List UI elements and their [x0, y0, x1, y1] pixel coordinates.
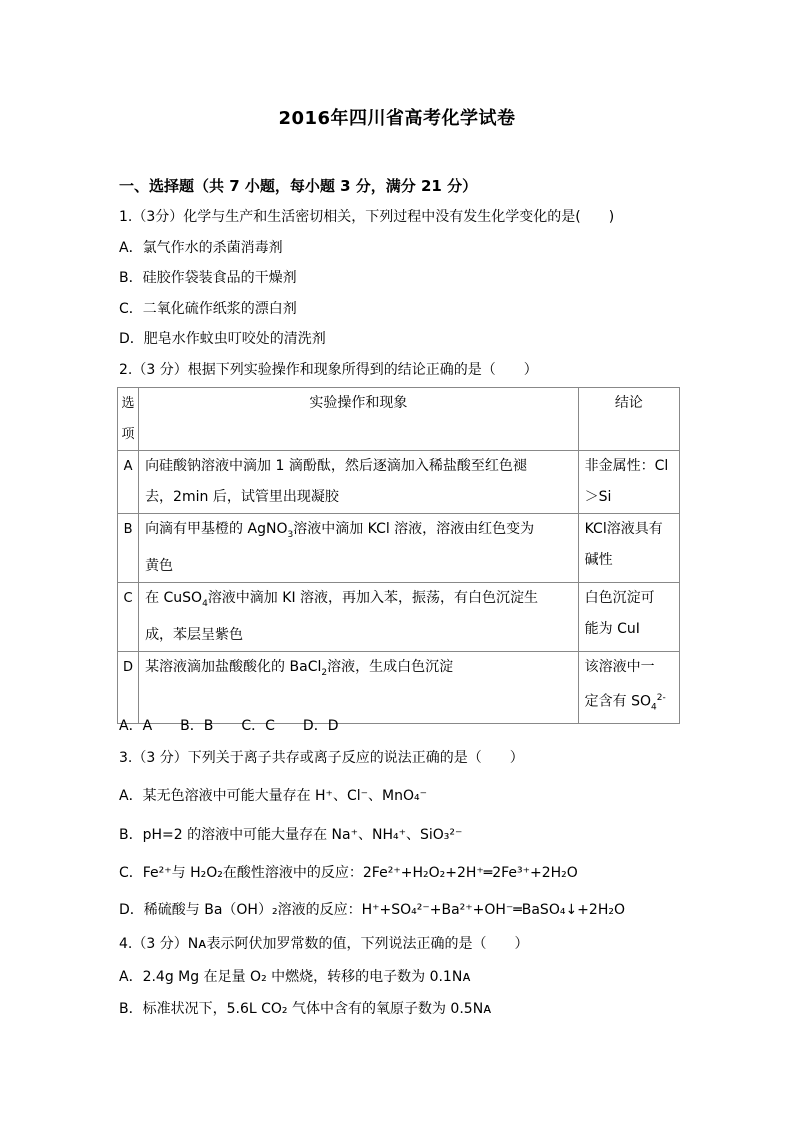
row-conclusion: 非金属性：Cl ＞Si — [578, 451, 679, 514]
row-operation: 向硅酸钠溶液中滴加 1 滴酚酞，然后逐滴加入稀盐酸至红色褪 去，2min 后，试管里出现凝胶 — [139, 451, 579, 514]
q3-option-a: A．某无色溶液中可能大量存在 H⁺、Cl⁻、MnO₄⁻ — [119, 788, 427, 804]
q2-stem: 2.（3 分）根据下列实验操作和现象所得到的结论正确的是（ ） — [119, 362, 538, 378]
page-title: 2016年四川省高考化学试卷 — [278, 108, 516, 129]
q4-stem: 4.（3 分）Nᴀ表示阿伏加罗常数的值，下列说法正确的是（ ） — [119, 936, 529, 952]
header-option: 选 项 — [118, 388, 139, 451]
table-row — [118, 451, 680, 514]
row-option: C — [118, 582, 139, 651]
table-header-row — [118, 388, 680, 451]
row-conclusion: 白色沉淀可 能为 CuI — [578, 582, 679, 651]
row-option: D — [118, 651, 139, 723]
row-conclusion: KCl溶液具有 碱性 — [578, 514, 679, 583]
section-heading: 一、选择题（共 7 小题，每小题 3 分，满分 21 分） — [119, 177, 478, 195]
q4-option-b: B．标准状况下，5.6L CO₂ 气体中含有的氧原子数为 0.5Nᴀ — [119, 1001, 492, 1017]
q1-stem: 1.（3分）化学与生产和生活密切相关，下列过程中没有发生化学变化的是( ) — [119, 209, 615, 225]
q3-option-c: C．Fe²⁺与 H₂O₂在酸性溶液中的反应：2Fe²⁺+H₂O₂+2H⁺═2Fe³⁺+2H₂O — [119, 865, 578, 881]
q4-option-a: A．2.4g Mg 在足量 O₂ 中燃烧，转移的电子数为 0.1Nᴀ — [119, 969, 471, 985]
q3-option-b: B．pH=2 的溶液中可能大量存在 Na⁺、NH₄⁺、SiO₃²⁻ — [119, 827, 463, 843]
header-conclusion: 结论 — [578, 388, 679, 451]
row-conclusion: 该溶液中一 定含有 $SO_4^{2-}$ — [578, 651, 679, 723]
q2-table — [117, 387, 680, 724]
row-option: A — [118, 451, 139, 514]
table-row — [118, 582, 680, 651]
header-operation: 实验操作和现象 — [139, 388, 579, 451]
row-operation: 向滴有甲基橙的 AgNO$_3$溶液中滴加 KCl 溶液，溶液由红色变为 黄色 — [139, 514, 579, 583]
q1-option-a: A．氯气作水的杀菌消毒剂 — [119, 240, 283, 256]
table-row — [118, 514, 680, 583]
q3-option-d: D．稀硫酸与 Ba（OH）₂溶液的反应：H⁺+SO₄²⁻+Ba²⁺+OH⁻═BaSO₄↓+2H₂O — [119, 902, 625, 918]
row-operation: 某溶液滴加盐酸酸化的 BaCl$_2$溶液，生成白色沉淀 — [139, 651, 579, 723]
q1-option-d: D．肥皂水作蚊虫叮咬处的清洗剂 — [119, 331, 326, 347]
table-row — [118, 651, 680, 723]
q3-stem: 3.（3 分）下列关于离子共存或离子反应的说法正确的是（ ） — [119, 750, 524, 766]
q2-answer-options: A．A B．B C．C D．D — [119, 718, 339, 734]
q1-option-c: C．二氧化硫作纸浆的漂白剂 — [119, 301, 297, 317]
row-option: B — [118, 514, 139, 583]
row-operation: 在 CuSO$_4$溶液中滴加 KI 溶液，再加入苯，振荡，有白色沉淀生 成，苯层呈紫色 — [139, 582, 579, 651]
q1-option-b: B．硅胶作袋装食品的干燥剂 — [119, 270, 297, 286]
